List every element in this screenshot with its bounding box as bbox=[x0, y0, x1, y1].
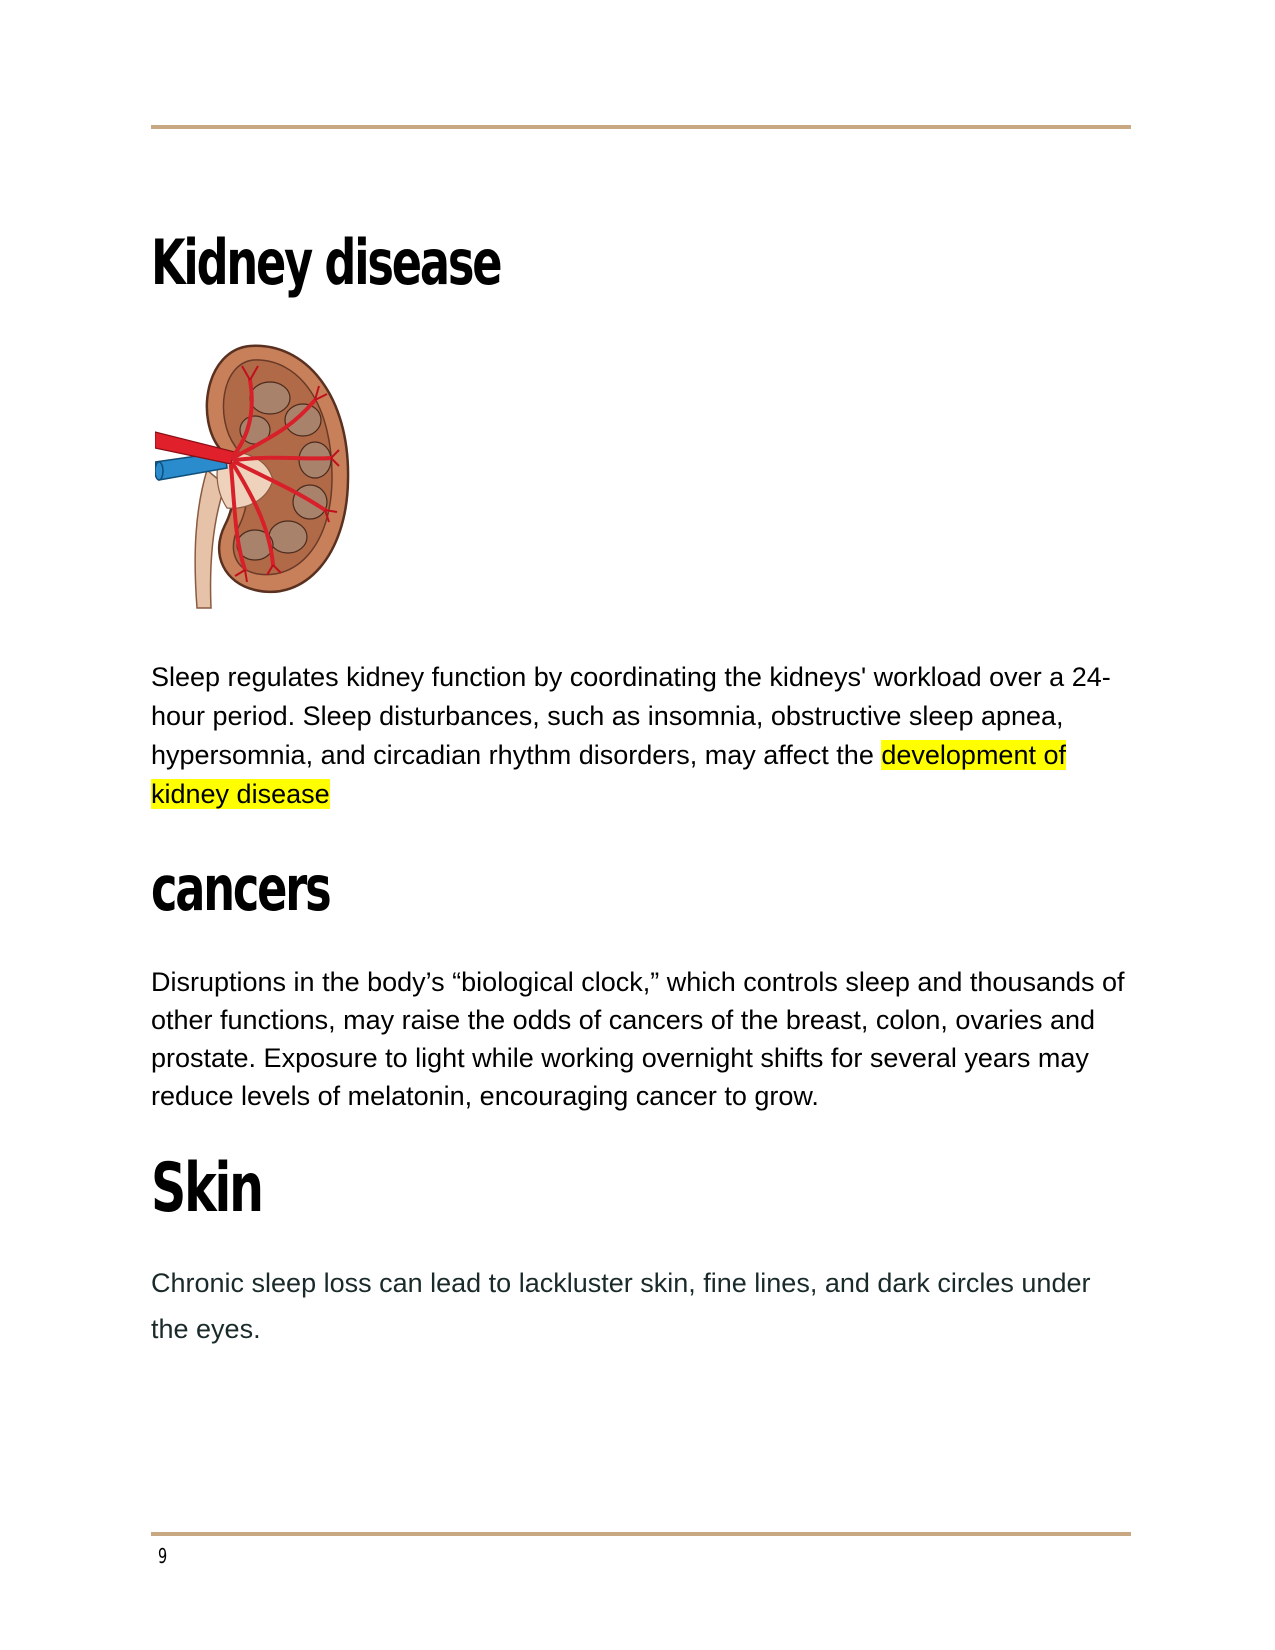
top-rule bbox=[151, 125, 1131, 129]
section-heading-skin: Skin bbox=[151, 1149, 262, 1228]
bottom-rule bbox=[151, 1532, 1131, 1536]
page-number: 9 bbox=[158, 1544, 168, 1568]
kidney-disease-text: Sleep regulates kidney function by coordinating the kidneys' workload over a 24-hour period. Sleep disturbances, such as insomnia, obstructive sleep apnea, hypersomnia, and circadian rhythm disorders, may affect the bbox=[151, 662, 1111, 770]
section-heading-cancers: cancers bbox=[151, 852, 330, 925]
kidney-illustration bbox=[155, 340, 365, 610]
kidney-disease-paragraph bbox=[151, 658, 1131, 814]
cancers-paragraph: Disruptions in the body’s “biological clock,” which controls sleep and thousands of other functions, may raise the odds of cancers of the breast, colon, ovaries and prostate. Exposure to light while working overnight shifts for several years may reduce levels of melatonin, encouraging cancer to grow. bbox=[151, 967, 1125, 1111]
highlighted-text: development of kidney disease bbox=[151, 740, 1066, 809]
skin-paragraph: Chronic sleep loss can lead to lackluster skin, fine lines, and dark circles under the eyes. bbox=[151, 1268, 1091, 1344]
section-heading-kidney-disease: Kidney disease bbox=[151, 226, 501, 299]
